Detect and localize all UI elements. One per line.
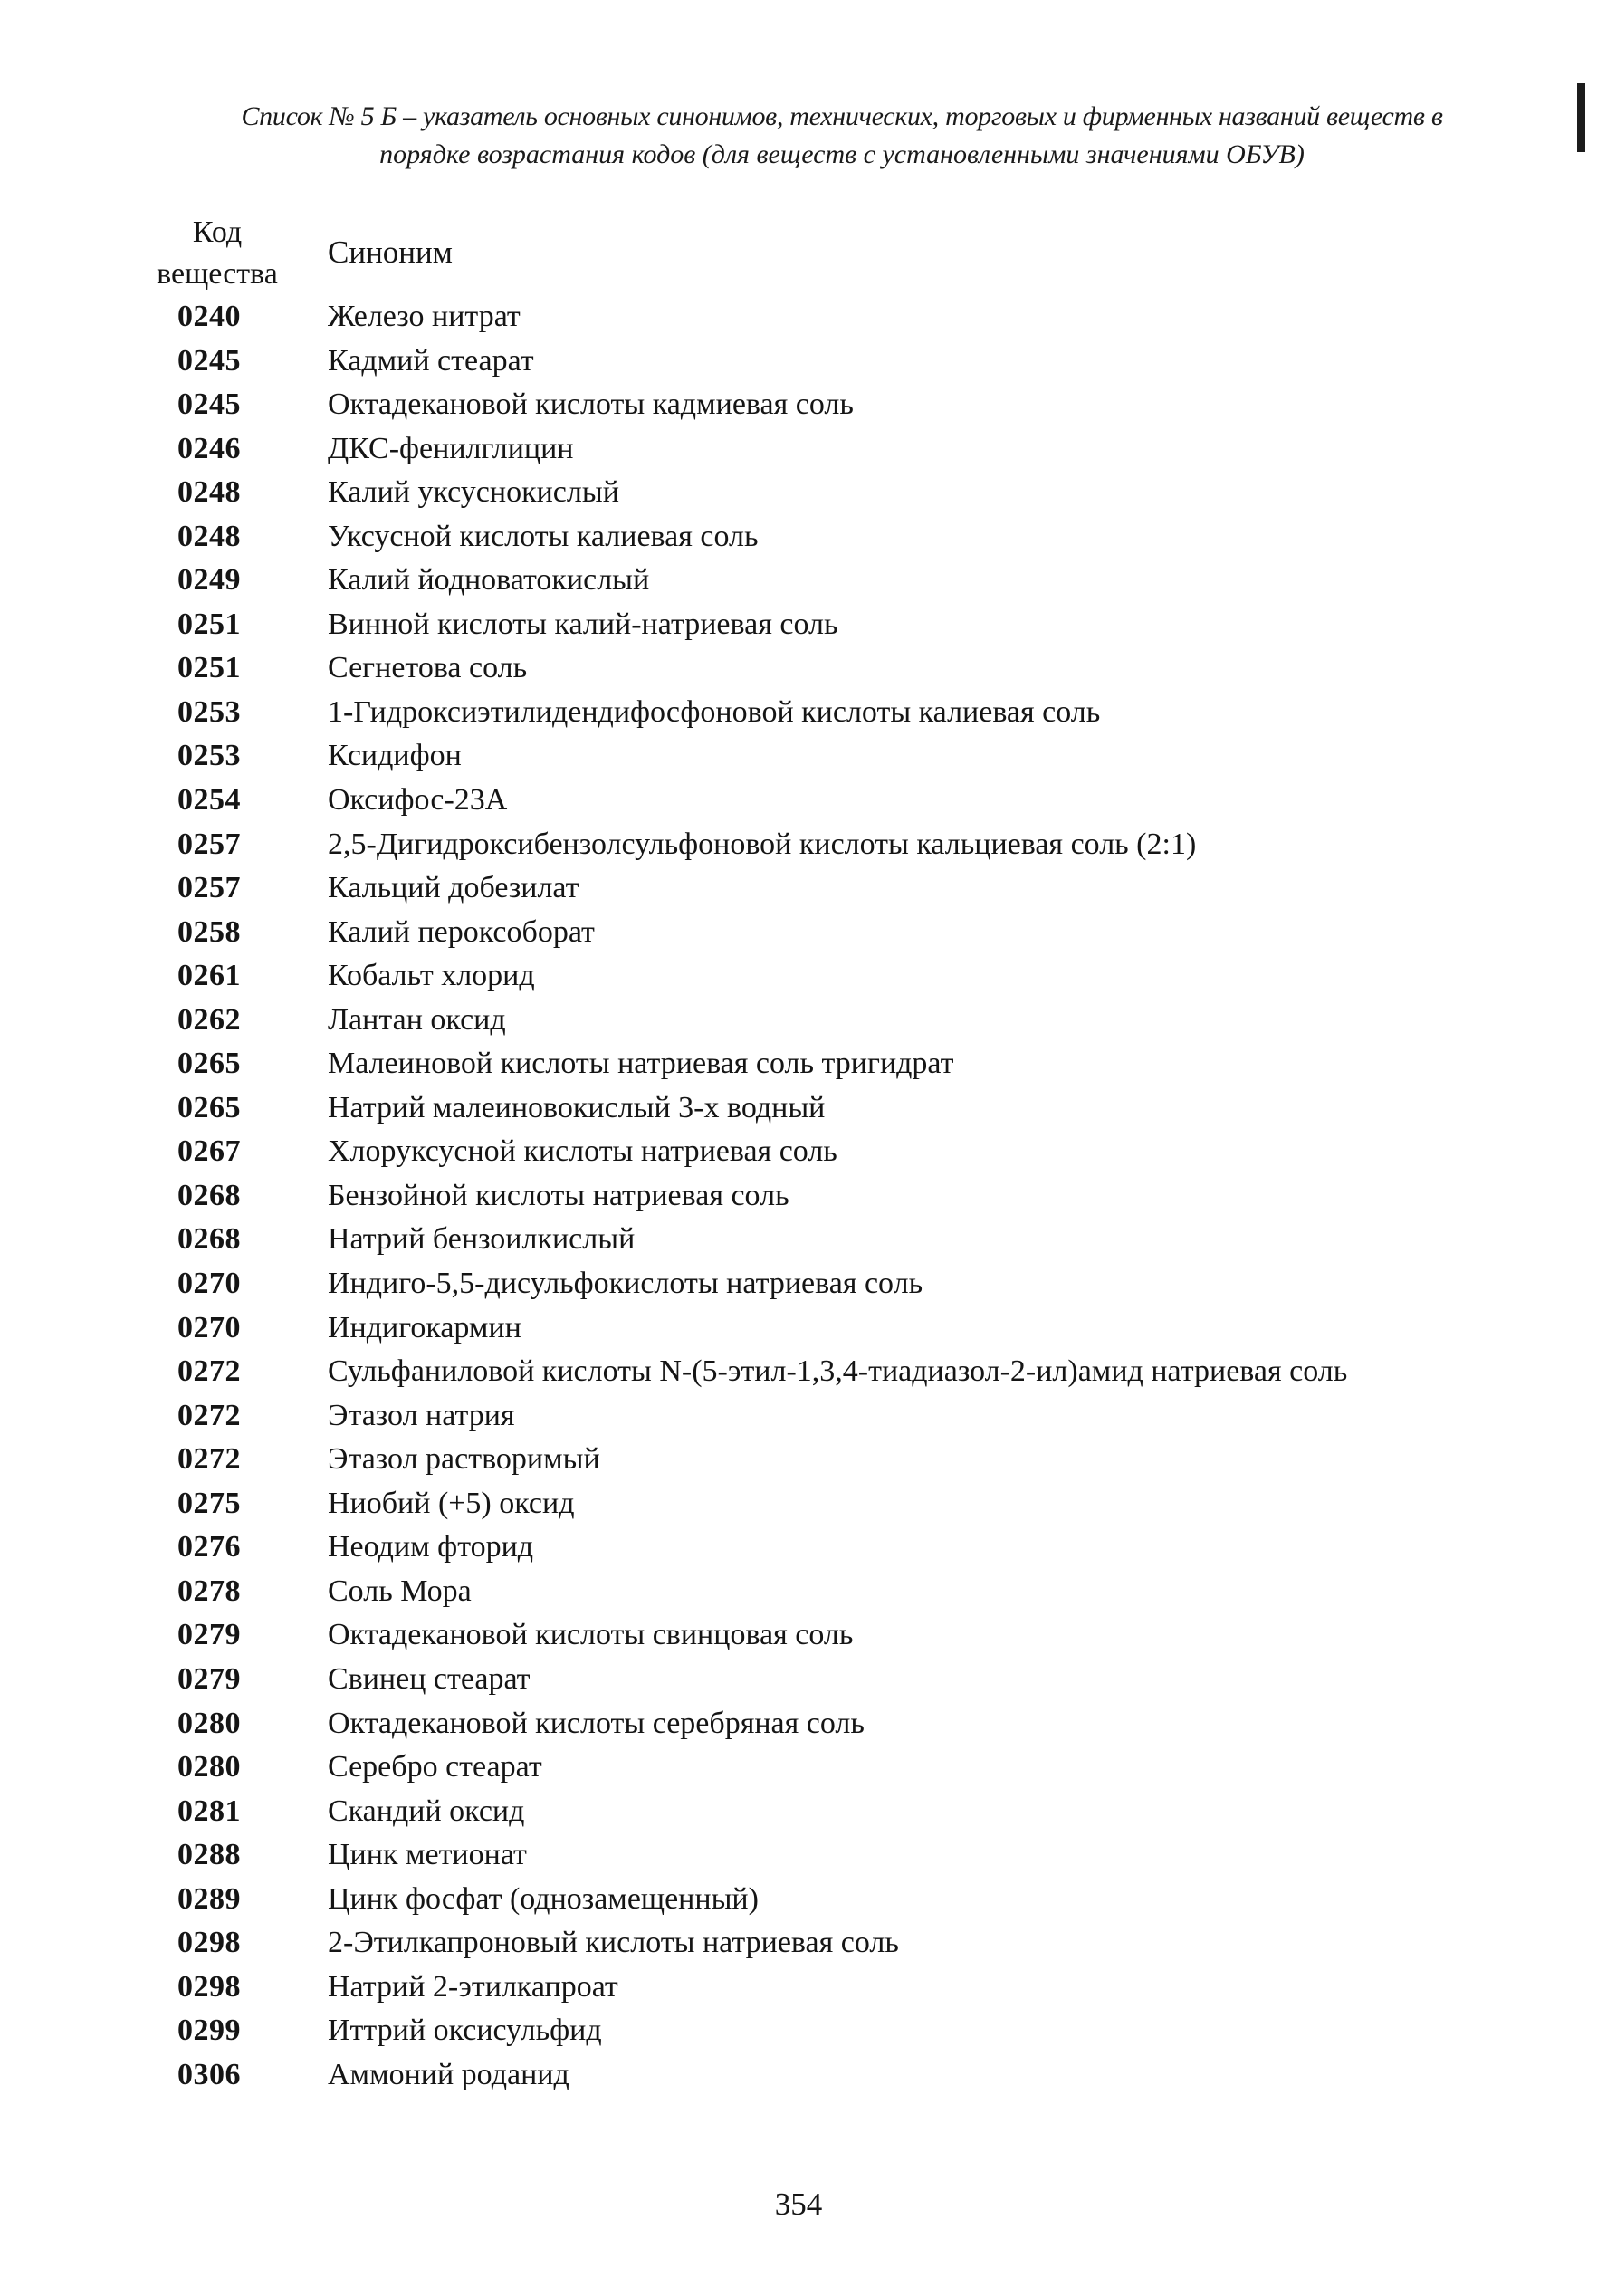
list-heading	[136, 98, 1548, 174]
substance-code: 0278	[177, 1574, 241, 1608]
substance-code: 0279	[177, 1618, 241, 1652]
synonym-name: Октадекановой кислоты свинцовая соль	[328, 1618, 854, 1652]
synonym-name: ДКС-фенилглицин	[328, 431, 574, 465]
substance-code: 0251	[177, 607, 241, 641]
synonym-name: Цинк метионат	[328, 1838, 527, 1872]
synonym-name: Калий уксуснокислый	[328, 475, 619, 510]
table-row	[0, 340, 1597, 384]
synonym-name: Натрий малеиновокислый 3-х водный	[328, 1090, 826, 1124]
substance-code: 0253	[177, 694, 241, 729]
synonym-name: Этазол растворимый	[328, 1442, 600, 1477]
synonym-name: Ксидифон	[328, 739, 462, 773]
table-row	[0, 999, 1597, 1043]
substance-code: 0245	[177, 343, 241, 378]
substance-code: 0268	[177, 1178, 241, 1212]
synonym-name: Кобальт хлорид	[328, 959, 535, 993]
synonym-name: Индигокармин	[328, 1310, 521, 1344]
table-row	[0, 383, 1597, 427]
table-row	[0, 295, 1597, 340]
substance-code: 0245	[177, 387, 241, 422]
substance-code: 0272	[177, 1354, 241, 1389]
table-row	[0, 1613, 1597, 1658]
table-row	[0, 1746, 1597, 1790]
synonym-column-header: Синоним	[328, 234, 453, 270]
substance-code: 0270	[177, 1267, 241, 1301]
synonym-name: Железо нитрат	[328, 300, 521, 333]
synonym-name: Кадмий стеарат	[328, 343, 534, 378]
synonym-name: Винной кислоты калий-натриевая соль	[328, 607, 838, 641]
heading-line-1: Список № 5 Б – указатель основных синонимов, технических, торговых и фирменных названий веществ в	[241, 101, 1443, 131]
substance-code: 0268	[177, 1222, 241, 1257]
substance-code: 0288	[177, 1838, 241, 1872]
synonym-name: Этазол натрия	[328, 1398, 515, 1432]
synonym-name: 2,5-Дигидроксибензолсульфоновой кислоты кальциевая соль (2:1)	[328, 827, 1197, 861]
substance-code: 0262	[177, 1002, 241, 1037]
table-row	[0, 1042, 1597, 1086]
substance-code: 0280	[177, 1750, 241, 1784]
table-row	[0, 1878, 1597, 1922]
substance-code: 0276	[177, 1530, 241, 1564]
synonym-name: Соль Мора	[328, 1574, 472, 1608]
synonym-name: Бензойной кислоты натриевая соль	[328, 1178, 789, 1212]
table-row	[0, 1702, 1597, 1746]
synonym-name: Октадекановой кислоты серебряная соль	[328, 1706, 865, 1740]
synonym-name: Калий йодноватокислый	[328, 563, 650, 598]
synonym-name: Сегнетова соль	[328, 651, 528, 685]
table-row	[0, 1438, 1597, 1482]
substance-code: 0298	[177, 1969, 241, 2004]
table-row	[0, 2053, 1597, 2098]
synonym-name: Индиго-5,5-дисульфокислоты натриевая соль	[328, 1267, 923, 1301]
substance-code: 0281	[177, 1794, 241, 1828]
synonym-name: Ниобий (+5) оксид	[328, 1486, 575, 1520]
substance-code: 0270	[177, 1310, 241, 1344]
substance-code: 0272	[177, 1398, 241, 1432]
substance-code: 0251	[177, 651, 241, 685]
substance-code: 0240	[177, 300, 241, 333]
synonym-name: Сульфаниловой кислоты N-(5-этил-1,3,4-тиадиазол-2-ил)амид натриевая соль	[328, 1354, 1348, 1389]
table-row	[0, 603, 1597, 647]
substance-code: 0248	[177, 475, 241, 510]
table-row	[0, 1262, 1597, 1306]
synonym-name: Натрий бензоилкислый	[328, 1222, 636, 1257]
substance-code: 0299	[177, 2014, 241, 2048]
table-row	[0, 1526, 1597, 1570]
table-row	[0, 1833, 1597, 1878]
substance-code: 0298	[177, 1926, 241, 1960]
synonym-name: Малеиновой кислоты натриевая соль тригидрат	[328, 1047, 954, 1081]
table-row	[0, 691, 1597, 735]
table-row	[0, 1570, 1597, 1614]
synonym-name: Цинк фосфат (однозамещенный)	[328, 1881, 759, 1916]
synonym-name: Иттрий оксисульфид	[328, 2014, 602, 2048]
table-row	[0, 1350, 1597, 1394]
substance-code: 0272	[177, 1442, 241, 1477]
substance-code: 0279	[177, 1661, 241, 1696]
synonym-name: Октадекановой кислоты кадмиевая соль	[328, 387, 854, 422]
code-header-line-1: Код	[192, 215, 243, 249]
substance-code: 0248	[177, 519, 241, 553]
synonym-name: Уксусной кислоты калиевая соль	[328, 519, 759, 553]
table-row	[0, 515, 1597, 560]
table-row	[0, 1482, 1597, 1526]
synonym-name: Калий пероксоборат	[328, 914, 595, 949]
substance-code: 0306	[177, 2057, 241, 2091]
substance-code: 0261	[177, 959, 241, 993]
synonym-name: Лантан оксид	[328, 1002, 506, 1037]
table-row	[0, 911, 1597, 955]
synonym-name: 2-Этилкапроновый кислоты натриевая соль	[328, 1926, 899, 1960]
table-row	[0, 559, 1597, 603]
table-row	[0, 1306, 1597, 1351]
table-row	[0, 1966, 1597, 2010]
synonym-name: Серебро стеарат	[328, 1750, 542, 1784]
synonym-name: Неодим фторид	[328, 1530, 534, 1564]
substance-code: 0265	[177, 1047, 241, 1081]
synonym-name: Хлоруксусной кислоты натриевая соль	[328, 1134, 837, 1169]
table-row	[0, 427, 1597, 472]
heading-line-2: порядке возрастания кодов (для веществ с установленными значениями ОБУВ)	[379, 139, 1305, 169]
substance-code: 0257	[177, 827, 241, 861]
code-column-header	[136, 212, 299, 295]
table-row	[0, 1658, 1597, 1702]
substance-code: 0265	[177, 1090, 241, 1124]
table-row	[0, 2009, 1597, 2053]
synonym-name: Оксифос-23А	[328, 783, 508, 818]
table-row	[0, 471, 1597, 515]
table-row	[0, 1086, 1597, 1131]
substance-code: 0257	[177, 871, 241, 905]
table-row	[0, 1394, 1597, 1439]
synonym-name: 1-Гидроксиэтилидендифосфоновой кислоты калиевая соль	[328, 694, 1101, 729]
page-number: 354	[774, 2186, 823, 2222]
substance-code: 0249	[177, 563, 241, 598]
substance-code: 0275	[177, 1486, 241, 1520]
substance-code: 0280	[177, 1706, 241, 1740]
synonym-name: Свинец стеарат	[328, 1661, 531, 1696]
synonym-name: Кальций добезилат	[328, 871, 579, 905]
substance-code: 0246	[177, 431, 241, 465]
substance-code: 0289	[177, 1881, 241, 1916]
code-header-line-2: вещества	[157, 257, 278, 291]
synonym-name: Аммоний роданид	[328, 2057, 569, 2091]
synonym-name: Натрий 2-этилкапроат	[328, 1969, 618, 2004]
table-row	[0, 779, 1597, 823]
table-row	[0, 1174, 1597, 1219]
synonym-name: Скандий оксид	[328, 1794, 525, 1828]
table-row	[0, 734, 1597, 779]
table-row	[0, 646, 1597, 691]
table-row	[0, 1218, 1597, 1262]
substance-code: 0253	[177, 739, 241, 773]
table-row	[0, 1790, 1597, 1834]
synonym-table	[0, 295, 1597, 2097]
substance-code: 0258	[177, 914, 241, 949]
table-row	[0, 954, 1597, 999]
table-row	[0, 823, 1597, 867]
table-row	[0, 866, 1597, 911]
substance-code: 0254	[177, 783, 241, 818]
table-row	[0, 1921, 1597, 1966]
substance-code: 0267	[177, 1134, 241, 1169]
scan-edge-mark	[1577, 83, 1585, 152]
table-row	[0, 1130, 1597, 1174]
